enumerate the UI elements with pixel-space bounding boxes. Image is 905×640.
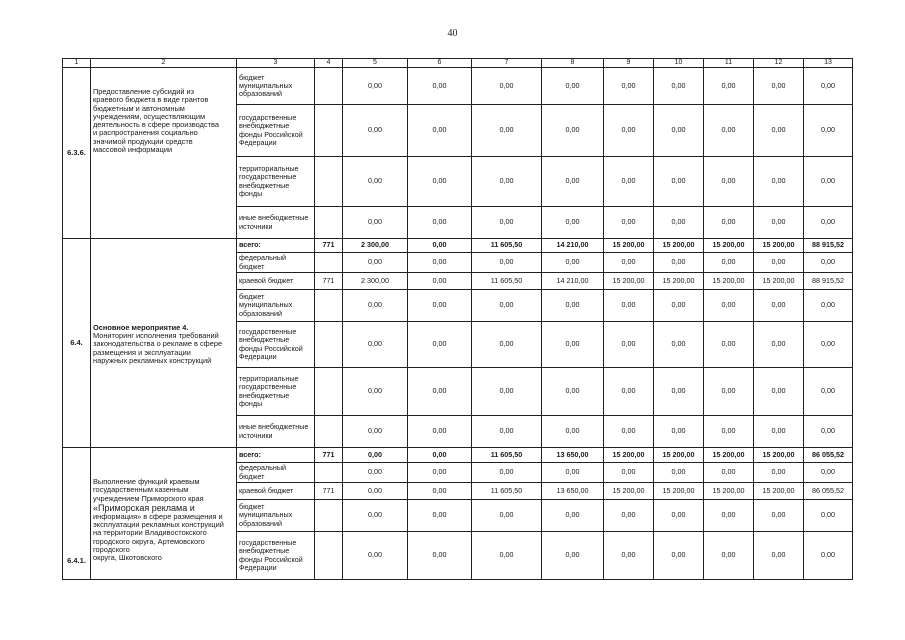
- funding-source: всего:: [237, 448, 315, 463]
- value-cell: 0,00: [604, 532, 654, 580]
- value-cell: 0,00: [654, 253, 704, 273]
- value-cell: 0,00: [804, 416, 853, 448]
- value-cell: 15 200,00: [604, 239, 654, 253]
- value-cell: 0,00: [604, 68, 654, 105]
- value-cell: 0,00: [408, 463, 472, 483]
- value-cell: 0,00: [754, 463, 804, 483]
- kbk-code: [315, 68, 343, 105]
- description-line: информация» в сфере размещения и: [93, 511, 223, 521]
- value-cell: 0,00: [704, 290, 754, 322]
- funding-source: бюджет муниципальных образований: [237, 68, 315, 105]
- value-cell: 0,00: [343, 105, 408, 157]
- value-cell: 0,00: [804, 207, 853, 239]
- value-cell: 0,00: [704, 416, 754, 448]
- funding-source: территориальные государственные внебюджетные фонды: [237, 157, 315, 207]
- column-header: 13: [804, 59, 853, 68]
- value-cell: 0,00: [472, 290, 542, 322]
- value-cell: 0,00: [408, 290, 472, 322]
- table-row: [63, 239, 853, 253]
- value-cell: 11 605,50: [472, 483, 542, 500]
- value-cell: 0,00: [343, 416, 408, 448]
- value-cell: 0,00: [408, 239, 472, 253]
- value-cell: 0,00: [408, 157, 472, 207]
- description-line: бюджетным и автономным: [93, 103, 185, 113]
- value-cell: 0,00: [408, 253, 472, 273]
- value-cell: 0,00: [343, 463, 408, 483]
- value-cell: 0,00: [754, 532, 804, 580]
- value-cell: 0,00: [804, 68, 853, 105]
- funding-source: федеральный бюджет: [237, 253, 315, 273]
- description-line: округа, Шкотовского: [93, 553, 162, 563]
- value-cell: 0,00: [604, 416, 654, 448]
- kbk-code: [315, 463, 343, 483]
- value-cell: 0,00: [472, 463, 542, 483]
- value-cell: 0,00: [343, 68, 408, 105]
- value-cell: 15 200,00: [704, 239, 754, 253]
- value-cell: 0,00: [704, 322, 754, 368]
- kbk-code: 771: [315, 483, 343, 500]
- column-header: 5: [343, 59, 408, 68]
- description-line: городского: [93, 545, 130, 555]
- value-cell: 0,00: [704, 253, 754, 273]
- value-cell: 0,00: [472, 157, 542, 207]
- value-cell: 15 200,00: [654, 483, 704, 500]
- value-cell: 0,00: [343, 532, 408, 580]
- value-cell: 0,00: [754, 368, 804, 416]
- value-cell: 86 055,52: [804, 483, 853, 500]
- value-cell: 0,00: [472, 322, 542, 368]
- value-cell: 0,00: [754, 322, 804, 368]
- value-cell: 0,00: [754, 416, 804, 448]
- value-cell: 15 200,00: [604, 448, 654, 463]
- value-cell: 0,00: [542, 207, 604, 239]
- funding-source: территориальные государственные внебюджетные фонды: [237, 368, 315, 416]
- value-cell: 0,00: [408, 416, 472, 448]
- value-cell: 14 210,00: [542, 239, 604, 253]
- value-cell: 0,00: [654, 105, 704, 157]
- funding-source: государственные внебюджетные фонды Российской Федерации: [237, 322, 315, 368]
- value-cell: 15 200,00: [704, 273, 754, 290]
- value-cell: 0,00: [343, 207, 408, 239]
- value-cell: 0,00: [472, 368, 542, 416]
- funding-source: бюджет муниципальных образований: [237, 290, 315, 322]
- kbk-code: [315, 253, 343, 273]
- value-cell: 0,00: [654, 416, 704, 448]
- description-line: краевого бюджета в виде грантов: [93, 95, 209, 105]
- value-cell: 0,00: [343, 253, 408, 273]
- value-cell: 15 200,00: [654, 448, 704, 463]
- kbk-code: 771: [315, 239, 343, 253]
- value-cell: 0,00: [542, 105, 604, 157]
- value-cell: 0,00: [654, 532, 704, 580]
- value-cell: 15 200,00: [604, 273, 654, 290]
- funding-source: бюджет муниципальных образований: [237, 500, 315, 532]
- value-cell: 88 915,52: [804, 273, 853, 290]
- value-cell: 0,00: [754, 207, 804, 239]
- value-cell: 0,00: [542, 253, 604, 273]
- value-cell: 0,00: [472, 500, 542, 532]
- value-cell: 0,00: [472, 416, 542, 448]
- funding-source: иные внебюджетные источники: [237, 416, 315, 448]
- value-cell: 0,00: [408, 105, 472, 157]
- column-header: 10: [654, 59, 704, 68]
- value-cell: 0,00: [472, 68, 542, 105]
- value-cell: 0,00: [542, 416, 604, 448]
- column-header: 6: [408, 59, 472, 68]
- description-line: городского округа, Артемовского: [93, 536, 205, 546]
- value-cell: 15 200,00: [704, 483, 754, 500]
- value-cell: 0,00: [604, 105, 654, 157]
- value-cell: 11 605,50: [472, 273, 542, 290]
- value-cell: 0,00: [804, 322, 853, 368]
- kbk-code: [315, 532, 343, 580]
- value-cell: 0,00: [472, 105, 542, 157]
- row-code: 6.3.6.: [63, 68, 91, 239]
- funding-source: государственные внебюджетные фонды Российской Федерации: [237, 532, 315, 580]
- value-cell: 2 300,00: [343, 273, 408, 290]
- description-line: государственным казенным: [93, 485, 189, 495]
- value-cell: 0,00: [408, 368, 472, 416]
- value-cell: 0,00: [408, 322, 472, 368]
- value-cell: 0,00: [343, 290, 408, 322]
- description-line: деятельность в сфере производства: [93, 120, 219, 130]
- value-cell: 0,00: [804, 368, 853, 416]
- value-cell: 0,00: [408, 500, 472, 532]
- value-cell: 0,00: [604, 463, 654, 483]
- value-cell: 0,00: [704, 500, 754, 532]
- value-cell: 0,00: [754, 253, 804, 273]
- value-cell: 0,00: [654, 207, 704, 239]
- table-row: [63, 448, 853, 463]
- value-cell: 0,00: [604, 500, 654, 532]
- value-cell: 15 200,00: [654, 273, 704, 290]
- value-cell: 0,00: [542, 322, 604, 368]
- column-header: 9: [604, 59, 654, 68]
- value-cell: 0,00: [604, 207, 654, 239]
- value-cell: 0,00: [542, 368, 604, 416]
- value-cell: 15 200,00: [754, 239, 804, 253]
- value-cell: 0,00: [704, 207, 754, 239]
- value-cell: 0,00: [343, 448, 408, 463]
- kbk-code: [315, 105, 343, 157]
- value-cell: 11 605,50: [472, 448, 542, 463]
- value-cell: 0,00: [804, 105, 853, 157]
- value-cell: 0,00: [472, 532, 542, 580]
- value-cell: 15 200,00: [654, 239, 704, 253]
- value-cell: 0,00: [343, 500, 408, 532]
- value-cell: 0,00: [408, 483, 472, 500]
- value-cell: 0,00: [343, 322, 408, 368]
- funding-source: всего:: [237, 239, 315, 253]
- value-cell: 0,00: [754, 290, 804, 322]
- value-cell: 0,00: [704, 463, 754, 483]
- value-cell: 88 915,52: [804, 239, 853, 253]
- value-cell: 13 650,00: [542, 448, 604, 463]
- value-cell: 0,00: [654, 463, 704, 483]
- funding-source: государственные внебюджетные фонды Российской Федерации: [237, 105, 315, 157]
- value-cell: 0,00: [472, 207, 542, 239]
- value-cell: 0,00: [408, 273, 472, 290]
- value-cell: 0,00: [704, 368, 754, 416]
- value-cell: 0,00: [472, 253, 542, 273]
- value-cell: 13 650,00: [542, 483, 604, 500]
- value-cell: 0,00: [654, 157, 704, 207]
- column-header: 11: [704, 59, 754, 68]
- kbk-code: [315, 416, 343, 448]
- description-line: значимой продукции средств: [93, 136, 193, 146]
- row-description: [91, 239, 237, 448]
- value-cell: 0,00: [654, 322, 704, 368]
- description-line: Мониторинг исполнения требований: [93, 331, 219, 341]
- value-cell: 0,00: [804, 157, 853, 207]
- funding-source: иные внебюджетные источники: [237, 207, 315, 239]
- kbk-code: [315, 207, 343, 239]
- description-line: учреждением Приморского края: [93, 493, 204, 503]
- funding-source: федеральный бюджет: [237, 463, 315, 483]
- kbk-code: [315, 368, 343, 416]
- value-cell: 0,00: [654, 368, 704, 416]
- value-cell: 0,00: [804, 500, 853, 532]
- value-cell: 0,00: [343, 368, 408, 416]
- value-cell: 11 605,50: [472, 239, 542, 253]
- value-cell: 15 200,00: [754, 273, 804, 290]
- table-row: [63, 68, 853, 105]
- value-cell: 0,00: [408, 68, 472, 105]
- value-cell: 0,00: [542, 500, 604, 532]
- value-cell: 2 300,00: [343, 239, 408, 253]
- value-cell: 0,00: [604, 253, 654, 273]
- kbk-code: 771: [315, 273, 343, 290]
- funding-source: краевой бюджет: [237, 483, 315, 500]
- value-cell: 0,00: [754, 157, 804, 207]
- value-cell: 0,00: [604, 157, 654, 207]
- value-cell: 15 200,00: [754, 448, 804, 463]
- kbk-code: [315, 290, 343, 322]
- value-cell: 0,00: [408, 532, 472, 580]
- value-cell: 0,00: [542, 157, 604, 207]
- value-cell: 0,00: [542, 290, 604, 322]
- kbk-code: [315, 500, 343, 532]
- description-line: законодательства о рекламе в сфере: [93, 339, 223, 349]
- value-cell: 0,00: [804, 290, 853, 322]
- value-cell: 0,00: [343, 157, 408, 207]
- value-cell: 0,00: [654, 68, 704, 105]
- value-cell: 0,00: [604, 368, 654, 416]
- value-cell: 86 055,52: [804, 448, 853, 463]
- value-cell: 0,00: [704, 68, 754, 105]
- column-header: 7: [472, 59, 542, 68]
- value-cell: 14 210,00: [542, 273, 604, 290]
- row-description: [91, 68, 237, 239]
- row-code: 6.4.1.: [63, 448, 91, 580]
- column-header: 2: [91, 59, 237, 68]
- value-cell: 15 200,00: [604, 483, 654, 500]
- column-header: 1: [63, 59, 91, 68]
- description-line: наружных рекламных конструкций: [93, 355, 212, 365]
- value-cell: 0,00: [604, 290, 654, 322]
- value-cell: 0,00: [754, 500, 804, 532]
- description-line: и распространения социально: [93, 128, 198, 138]
- description-line: на территории Владивостокского: [93, 528, 207, 538]
- value-cell: 0,00: [704, 532, 754, 580]
- kbk-code: 771: [315, 448, 343, 463]
- column-header: 4: [315, 59, 343, 68]
- description-line: эксплуатации рекламных конструкций: [93, 520, 224, 530]
- value-cell: 0,00: [654, 290, 704, 322]
- budget-table: [62, 58, 853, 580]
- column-header: 12: [754, 59, 804, 68]
- description-line: Предоставление субсидий из: [93, 87, 195, 96]
- description-line: массовой информации: [93, 144, 173, 154]
- column-header: 3: [237, 59, 315, 68]
- kbk-code: [315, 157, 343, 207]
- header-row: [63, 59, 853, 68]
- value-cell: 0,00: [804, 253, 853, 273]
- value-cell: 0,00: [604, 322, 654, 368]
- value-cell: 0,00: [804, 463, 853, 483]
- description-title: Основное мероприятие 4.: [93, 322, 189, 332]
- value-cell: 0,00: [704, 157, 754, 207]
- value-cell: 0,00: [704, 105, 754, 157]
- page-number: 40: [447, 28, 458, 39]
- description-line: учреждениям, осуществляющим: [93, 111, 206, 121]
- value-cell: 15 200,00: [704, 448, 754, 463]
- funding-source: краевой бюджет: [237, 273, 315, 290]
- description-line: «Приморская реклама и: [93, 502, 195, 513]
- value-cell: 0,00: [408, 448, 472, 463]
- value-cell: 0,00: [542, 532, 604, 580]
- column-header: 8: [542, 59, 604, 68]
- kbk-code: [315, 322, 343, 368]
- value-cell: 0,00: [542, 68, 604, 105]
- row-description: [91, 448, 237, 580]
- value-cell: 0,00: [654, 500, 704, 532]
- value-cell: 0,00: [343, 483, 408, 500]
- value-cell: 0,00: [754, 105, 804, 157]
- row-code: 6.4.: [63, 239, 91, 448]
- value-cell: 0,00: [754, 68, 804, 105]
- description-line: размещения и эксплуатации: [93, 347, 191, 357]
- value-cell: 0,00: [804, 532, 853, 580]
- value-cell: 15 200,00: [754, 483, 804, 500]
- description-line: Выполнение функций краевым: [93, 477, 200, 486]
- value-cell: 0,00: [542, 463, 604, 483]
- value-cell: 0,00: [408, 207, 472, 239]
